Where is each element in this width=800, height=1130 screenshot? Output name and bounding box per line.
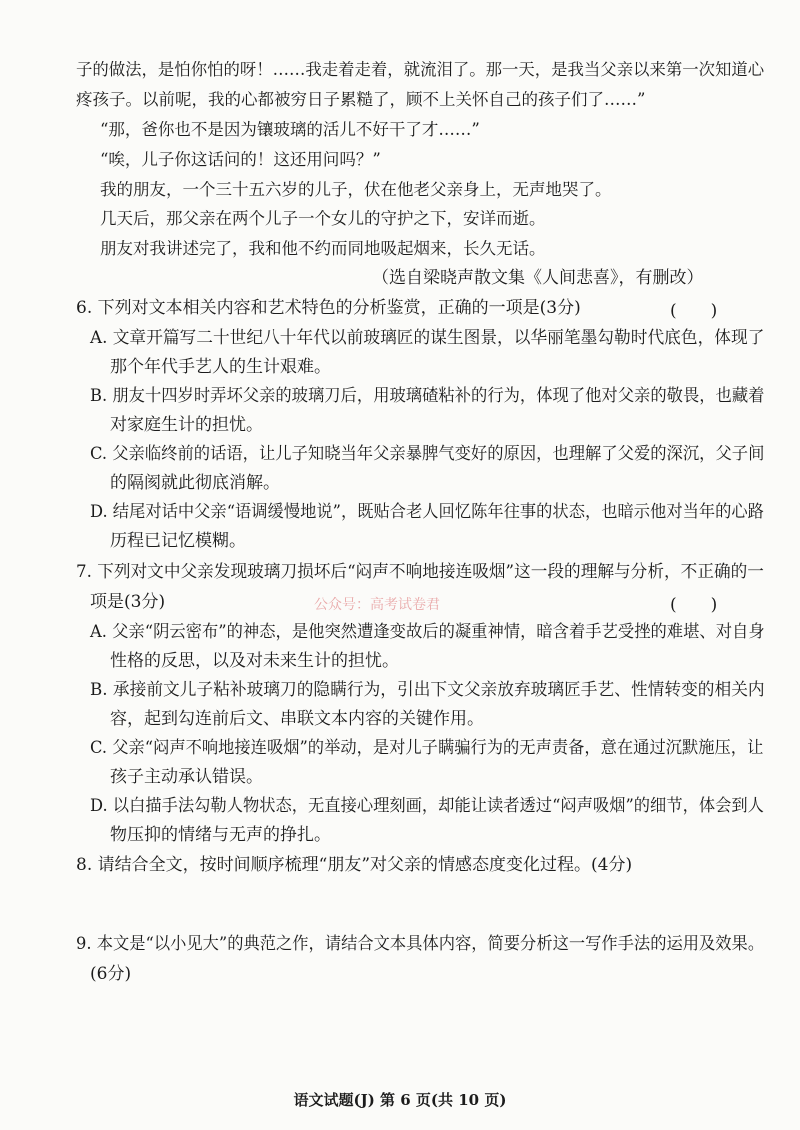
q7-stem-line2: 项是(3分) [90, 592, 166, 612]
q7-option-c-line1: C. 父亲“闷声不响地接连吸烟”的举动，是对儿子瞒骗行为的无声责备，意在通过沉默施压，让 [90, 738, 764, 758]
q7-option-d-line2: 物压抑的情绪与无声的挣扎。 [110, 825, 331, 845]
story-line-2: 疼孩子。以前呢，我的心都被穷日子累糙了，顾不上关怀自己的孩子们了……” [76, 90, 646, 109]
story-line-4: “唉，儿子你这话问的！这还用问吗？” [100, 150, 381, 169]
story-line-3: “那，爸你也不是因为镶玻璃的活儿不好干了才……” [100, 120, 480, 139]
story-line-7: 朋友对我讲述完了，我和他不约而同地吸起烟来，长久无话。 [100, 239, 546, 258]
q6-option-b-line1: B. 朋友十四岁时弄坏父亲的玻璃刀后，用玻璃碴粘补的行为，体现了他对父亲的敬畏，也藏着 [90, 386, 765, 406]
q8-stem: 8. 请结合全文，按时间顺序梳理“朋友”对父亲的情感态度变化过程。(4分) [76, 855, 633, 875]
q6-option-a-line2: 那个年代手艺人的生计艰难。 [110, 357, 331, 377]
q6-option-a-line1: A. 文章开篇写二十世纪八十年代以前玻璃匠的谋生图景，以华丽笔墨勾勒时代底色，体现了 [90, 328, 765, 348]
q6-option-d-line1: D. 结尾对话中父亲“语调缓慢地说”，既贴合老人回忆陈年往事的状态，也暗示他对当年的心路 [90, 502, 764, 522]
q7-option-b-line2: 容，起到勾连前后文、串联文本内容的关键作用。 [110, 709, 484, 729]
q7-option-c-line2: 孩子主动承认错误。 [110, 767, 263, 787]
q7-option-a-line1: A. 父亲“阴云密布”的神态，是他突然遭逢变故后的凝重神情，暗含着手艺受挫的难堪、对自身 [90, 622, 765, 642]
q6-stem: 6. 下列对文本相关内容和艺术特色的分析鉴赏，正确的一项是(3分) [76, 298, 581, 318]
q7-option-d-line1: D. 以白描手法勾勒人物状态，无直接心理刻画，却能让读者透过“闷声吸烟”的细节，体会到人 [90, 796, 764, 816]
q7-answer-paren: ( ) [670, 595, 718, 615]
q9-stem-line2: (6分) [90, 964, 132, 984]
story-line-1: 子的做法，是怕你怕的呀！……我走着走着，就流泪了。那一天，是我当父亲以来第一次知道心 [76, 60, 765, 79]
q7-stem-line1: 7. 下列对文中父亲发现玻璃刀损坏后“闷声不响地接连吸烟”这一段的理解与分析，不正确的一 [76, 562, 764, 582]
q7-option-b-line1: B. 承接前文儿子粘补玻璃刀的隐瞒行为，引出下文父亲放弃玻璃匠手艺、性情转变的相关内 [90, 680, 765, 700]
source-citation: （选自梁晓声散文集《人间悲喜》，有删改） [372, 268, 704, 288]
q6-option-b-line2: 对家庭生计的担忧。 [110, 415, 263, 435]
q6-answer-paren: ( ) [670, 301, 718, 321]
story-line-5: 我的朋友，一个三十五六岁的儿子，伏在他老父亲身上，无声地哭了。 [100, 180, 612, 199]
q6-option-c-line1: C. 父亲临终前的话语，让儿子知晓当年父亲暴脾气变好的原因，也理解了父爱的深沉，父子间 [90, 444, 765, 464]
q9-stem-line1: 9. 本文是“以小见大”的典范之作，请结合文本具体内容，简要分析这一写作手法的运用及效果。 [76, 934, 765, 954]
story-line-6: 几天后，那父亲在两个儿子一个女儿的守护之下，安详而逝。 [100, 209, 546, 228]
q6-option-c-line2: 的隔阂就此彻底消解。 [110, 473, 280, 493]
page-footer: 语文试题(J) 第 6 页(共 10 页) [293, 1091, 507, 1109]
q6-option-d-line2: 历程已记忆模糊。 [110, 531, 246, 551]
q7-option-a-line2: 性格的反思，以及对未来生计的担忧。 [110, 651, 399, 671]
watermark: 公众号：高考试卷君 [314, 597, 440, 613]
